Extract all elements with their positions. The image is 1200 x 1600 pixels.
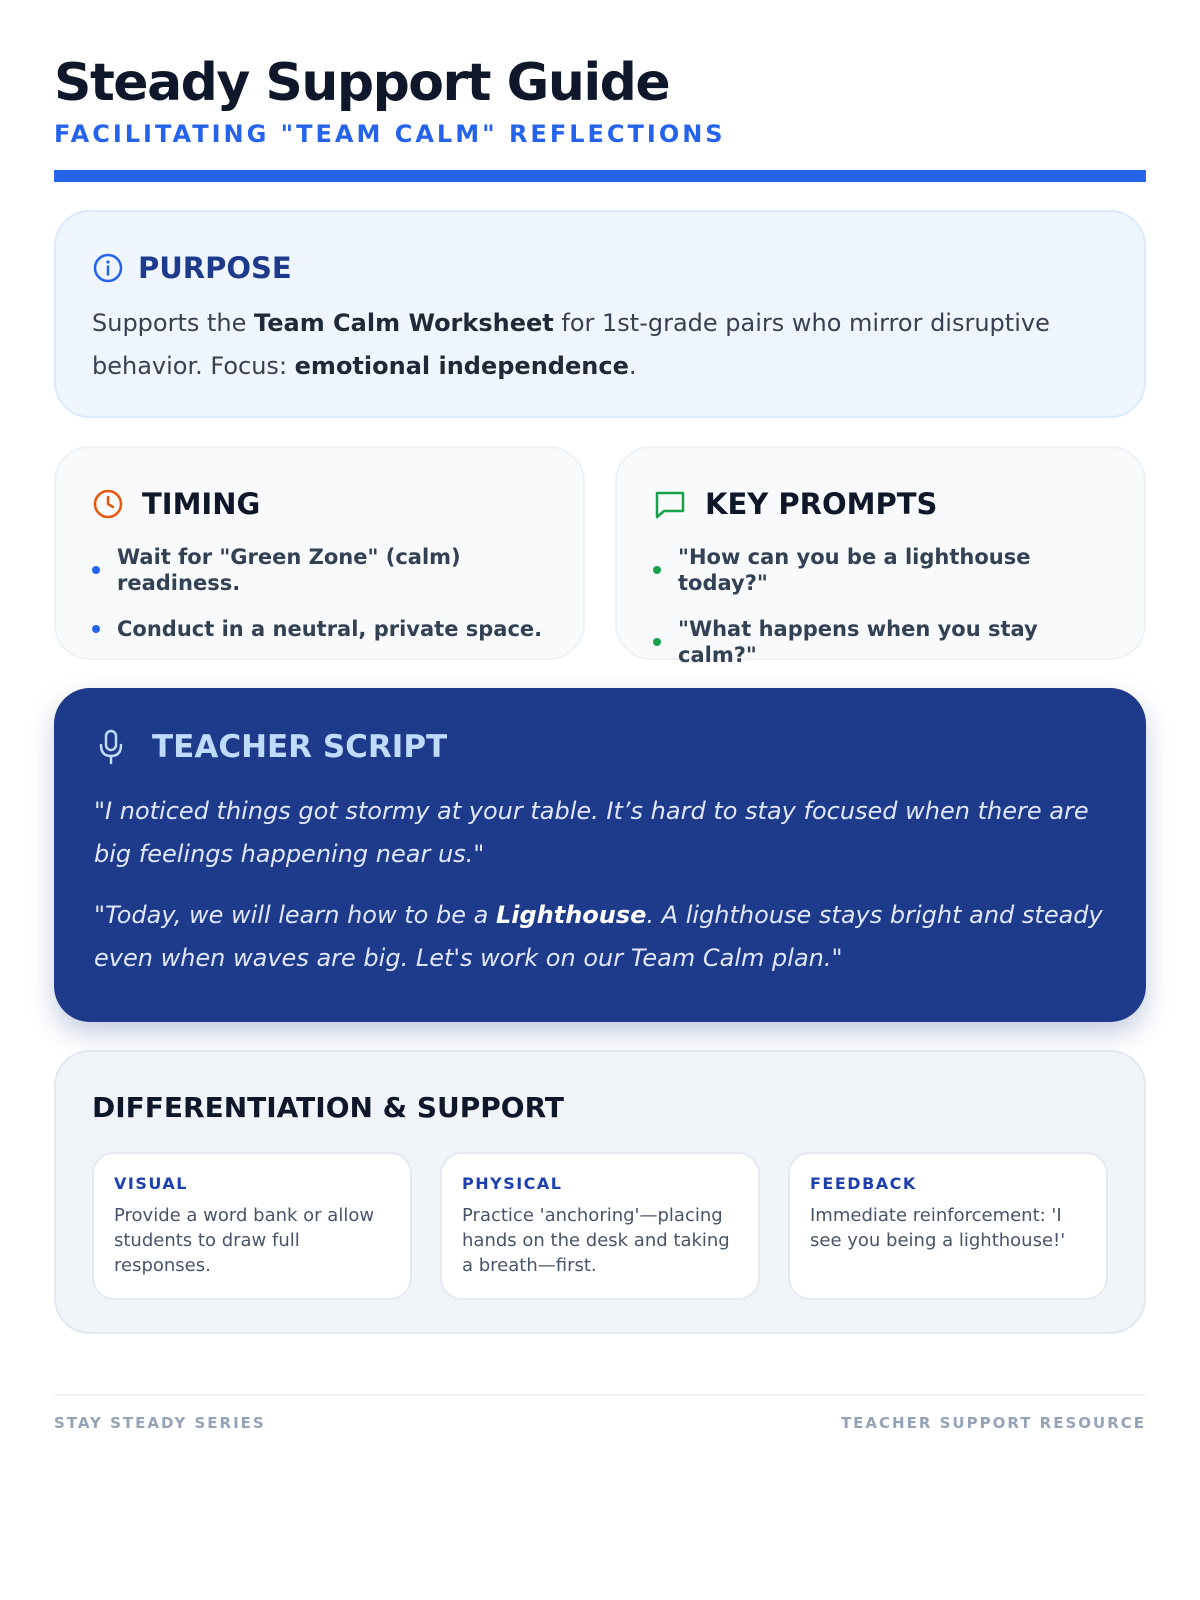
microphone-icon	[94, 728, 128, 766]
timing-item-text: Conduct in a neutral, private space.	[117, 617, 543, 641]
purpose-card	[54, 210, 1146, 418]
teacher-script-header	[94, 728, 1106, 766]
timing-prompts-row	[54, 446, 1146, 667]
differentiation-card	[54, 1050, 1146, 1334]
differentiation-heading: DIFFERENTIATION & SUPPORT	[92, 1091, 564, 1124]
script-paragraph-1: "I noticed things got stormy at your table. It’s hard to stay focused when there are big feelings happening near us."	[94, 797, 1089, 868]
purpose-text-part: Supports the	[92, 309, 255, 337]
key-prompts-header	[653, 486, 1108, 522]
support-tile-physical	[440, 1152, 760, 1300]
page-subtitle: FACILITATING "TEAM CALM" REFLECTIONS	[54, 120, 726, 148]
prompt-item-text: "What happens when you stay calm?"	[678, 617, 1038, 667]
info-icon	[92, 252, 124, 284]
tile-label: VISUAL	[114, 1174, 188, 1193]
tile-label: PHYSICAL	[462, 1174, 563, 1193]
support-tile-feedback	[788, 1152, 1108, 1300]
bullet-icon	[653, 638, 661, 646]
differentiation-header	[92, 1090, 1108, 1126]
footer-series: STAY STEADY SERIES	[54, 1414, 266, 1432]
tile-label: FEEDBACK	[810, 1174, 917, 1193]
header-divider	[54, 170, 1146, 182]
list-item	[92, 616, 547, 642]
teacher-script-card	[54, 688, 1146, 1022]
key-prompts-card	[615, 446, 1146, 667]
bullet-icon	[92, 625, 100, 633]
purpose-text-part: for 1st-grade pairs who mirror disruptive behavior. Focus:	[92, 309, 1050, 380]
chat-bubble-icon	[653, 488, 687, 520]
timing-list	[92, 544, 547, 642]
list-item	[92, 544, 547, 596]
support-tiles	[92, 1152, 1108, 1300]
page-title: Steady Support Guide	[54, 53, 670, 113]
support-tile-visual	[92, 1152, 412, 1300]
tile-text: Practice 'anchoring'—placing hands on the desk and taking a breath—first.	[462, 1205, 730, 1276]
timing-item-text: Wait for "Green Zone" (calm) readiness.	[117, 545, 461, 595]
teacher-script-heading: TEACHER SCRIPT	[152, 729, 448, 765]
script-text-part: . A lighthouse stays bright and steady even when waves are big. Let's work on our Team Calm plan."	[94, 901, 1103, 972]
purpose-heading: PURPOSE	[138, 251, 292, 285]
list-item	[653, 544, 1108, 596]
purpose-text	[92, 302, 1108, 388]
bullet-icon	[653, 566, 661, 574]
script-lighthouse-term: Lighthouse	[495, 901, 647, 929]
timing-heading: TIMING	[142, 487, 261, 521]
purpose-worksheet-name: Team Calm Worksheet	[254, 309, 554, 337]
clock-icon	[92, 488, 124, 520]
key-prompts-list	[653, 544, 1108, 668]
timing-card	[54, 446, 585, 660]
purpose-text-part: .	[628, 352, 637, 380]
footer	[54, 1394, 1146, 1432]
script-text-part: "Today, we will learn how to be a	[94, 901, 496, 929]
purpose-header	[92, 250, 1108, 286]
purpose-focus: emotional independence	[294, 352, 629, 380]
prompt-item-text: "How can you be a lighthouse today?"	[678, 545, 1031, 595]
bullet-icon	[92, 566, 100, 574]
key-prompts-heading: KEY PROMPTS	[705, 487, 938, 521]
tile-text: Provide a word bank or allow students to draw full responses.	[114, 1205, 375, 1276]
footer-resource: TEACHER SUPPORT RESOURCE	[840, 1414, 1146, 1432]
script-paragraph-2	[94, 894, 1106, 980]
list-item	[653, 616, 1108, 668]
tile-text: Immediate reinforcement: 'I see you being a lighthouse!'	[810, 1205, 1066, 1251]
timing-header	[92, 486, 547, 522]
